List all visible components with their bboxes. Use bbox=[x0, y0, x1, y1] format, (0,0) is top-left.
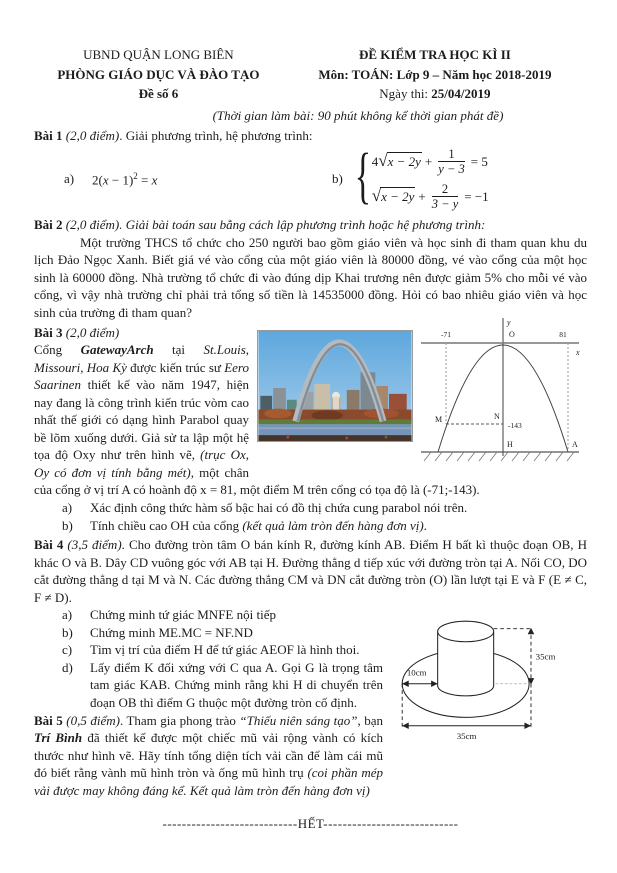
exam-date-label: Ngày thi: bbox=[379, 86, 432, 101]
hat-diagram bbox=[391, 610, 587, 750]
problem-1a-equation bbox=[64, 170, 332, 189]
problem-4-item-d: d) Lấy điểm K đối xứng với C qua A. Gọi G là trọng tâm tam giác KAB. Chứng minh rằng khi H di chuyển trên đoạn OB thì điểm G thuộc một đường tròn cố định. bbox=[62, 659, 383, 710]
problem-3-item-b: b) Tính chiều cao OH của cổng (kết quả làm tròn đến hàng đơn vị). bbox=[62, 517, 427, 533]
label-xneg: -71 bbox=[441, 329, 451, 339]
end-marker: ----------------------------HẾT---------------------------- bbox=[162, 816, 459, 832]
problem-2-body: Một trường THCS tổ chức cho 250 người bao gồm giáo viên và học sinh đi tham quan khu du lịch Đảo Ngọc Xanh. Biết giá vé vào cổng của một giáo viên là 80000 đồng, vé vào cổng của một học sinh là 60000 đồng. Nhà trường tổ chức đi vào đúng dịp Khai trương nên được giảm 5% cho mỗi vé vào cổng, vì vậy nhà trường chỉ phải trả tổng số tiền là 14535000 đồng. Hỏi có bao nhiêu giáo viên và học sinh của trường đi tham quan? bbox=[34, 234, 587, 320]
problem-3-figures bbox=[257, 316, 587, 468]
problem-3-points: (2,0 điểm) bbox=[65, 324, 120, 340]
label-a: A bbox=[572, 439, 578, 449]
problem-2-label: Bài 2 bbox=[34, 217, 66, 233]
problem-1b-system bbox=[332, 142, 492, 213]
problem-5-paragraph: Bài 5 (0,5 điểm). Tham gia phong trào “Thiếu niên sáng tạo”, bạn Trí Bình đã thiết kế được một chiếc mũ vải rộng vành có kích thước như hình vẽ. Hãy tính tổng diện tích vải cần để làm cái mũ đó biết rằng vành mũ hình tròn và ống mũ hình trụ (coi phần mép vải được may không đáng kể. Kết quả làm tròn đến hàng đơn vị) bbox=[34, 712, 383, 798]
exam-title-block bbox=[283, 45, 587, 104]
label-xpos: 81 bbox=[559, 329, 567, 339]
hat-brim-label: 10cm bbox=[406, 667, 427, 678]
fraction: $\frac{1}{y - 3}$ bbox=[438, 146, 465, 177]
radical-sign: √ bbox=[378, 151, 388, 171]
gateway-arch-photo bbox=[257, 330, 413, 442]
system-equation-1: 4 √ x − 2y + $\frac{1}{y - 3}$ = 5 bbox=[371, 146, 488, 177]
exam-code: Đề số 6 bbox=[138, 86, 179, 101]
label-origin: O bbox=[509, 329, 515, 339]
problem-5-points: (0,5 điểm) bbox=[66, 712, 120, 728]
system-equation-2: √ x − 2y + $\frac{2}{3 - y}$ = −1 bbox=[371, 181, 489, 212]
label-h: H bbox=[507, 439, 513, 449]
problem-4-label: Bài 4 bbox=[34, 537, 68, 553]
exam-date-line bbox=[283, 84, 587, 104]
problem-4-points: (3,5 điểm) bbox=[67, 537, 122, 553]
problem-4-item-c: c) Tìm vị trí của điểm H để tứ giác AEOF là hình thoi. bbox=[62, 642, 360, 658]
label-yval: -143 bbox=[508, 420, 522, 430]
problem-1-points: (2,0 điểm) bbox=[65, 127, 120, 143]
problem-3-paragraph: Cổng GatewayArch tại St.Louis, Missouri, Hoa Kỳ được kiến trúc sư Eero Saarinen thiết kế vào năm 1947, hiện nay đang là công trình kiến trúc vòm cao nhất thế giới có dạng hình Parabol quay bề lõm xuống dưới. Giả sử ta lập một hệ tọa độ Oxy như trên hình vẽ, (trục Ox, Oy có đơn vị tính bằng mét), một chân của cổng ở vị trí A có hoành độ x = 81, một điểm M trên cổng có tọa độ là (-71;-143). bbox=[34, 342, 480, 498]
parabola-diagram bbox=[417, 316, 583, 468]
problem-4-item-a: a) Chứng minh tứ giác MNFE nội tiếp bbox=[62, 607, 276, 623]
problem-4-item-b: b) Chứng minh ME.MC = NF.ND bbox=[62, 624, 253, 640]
department-name: PHÒNG GIÁO DỤC VÀ ĐÀO TẠO bbox=[57, 66, 260, 82]
system-equations bbox=[372, 146, 492, 213]
issuer-block bbox=[34, 45, 283, 104]
problem-2-intro: . Giải bài toán sau bằng cách lập phương trình hoặc hệ phương trình: bbox=[119, 217, 486, 233]
hat-height-label: 35cm bbox=[535, 651, 556, 662]
exam-title: ĐỀ KIỂM TRA HỌC KÌ II bbox=[359, 47, 511, 62]
issuer-name: UBND QUẬN LONG BIÊN bbox=[83, 47, 234, 62]
exam-header bbox=[34, 45, 587, 104]
problem-5-label: Bài 5 bbox=[34, 712, 67, 728]
problem-4-body: . Cho đường tròn tâm O bán kính R, đường kính AB. Điểm H bất kì thuộc đoạn OB, H khác O và B. Dây CD vuông góc với AB tại H. Đường thẳng d tiếp xúc với đường tròn tại A. Nối CO, DO cắt đường thẳng d tại M và N. Các đường thẳng CM và DN cắt đường tròn (O) lần lượt tại E và F (E ≠ C, F ≠ D). bbox=[34, 537, 587, 605]
problem-2-heading bbox=[34, 216, 587, 234]
label-y-axis: y bbox=[507, 317, 511, 327]
problem-1-intro: . Giải phương trình, hệ phương trình: bbox=[119, 127, 313, 143]
exam-date: 25/04/2019 bbox=[431, 86, 491, 101]
label-n: N bbox=[494, 411, 500, 421]
system-brace: { bbox=[354, 142, 372, 211]
radical-sign: √ bbox=[371, 186, 382, 206]
problem-1-label: Bài 1 bbox=[34, 127, 66, 143]
time-note: (Thời gian làm bài: 90 phút không kể thời gian phát đề) bbox=[212, 107, 504, 123]
problem-1-equations bbox=[34, 144, 587, 214]
hat-width-label: 35cm bbox=[456, 730, 477, 741]
problem-3-item-a: a) Xác định công thức hàm số bậc hai có đồ thị chứa cung parabol nói trên. bbox=[62, 499, 468, 515]
equation-1a: $2(x - 1)^2 = x$ bbox=[92, 170, 158, 188]
item-1b-label: b) bbox=[332, 171, 343, 187]
problem-3-label: Bài 3 bbox=[34, 324, 66, 340]
problem-1-heading bbox=[34, 127, 587, 145]
item-1a-label: a) bbox=[64, 171, 75, 187]
exam-subject: Môn: TOÁN: Lớp 9 – Năm học 2018-2019 bbox=[318, 66, 552, 82]
fraction: $\frac{2}{3 - y}$ bbox=[431, 181, 459, 212]
label-x-axis: x bbox=[576, 347, 580, 357]
label-m: M bbox=[435, 414, 443, 424]
hat-figure bbox=[391, 610, 587, 755]
problem-2-points: (2,0 điểm) bbox=[65, 217, 120, 233]
problem-4-paragraph bbox=[34, 536, 587, 606]
